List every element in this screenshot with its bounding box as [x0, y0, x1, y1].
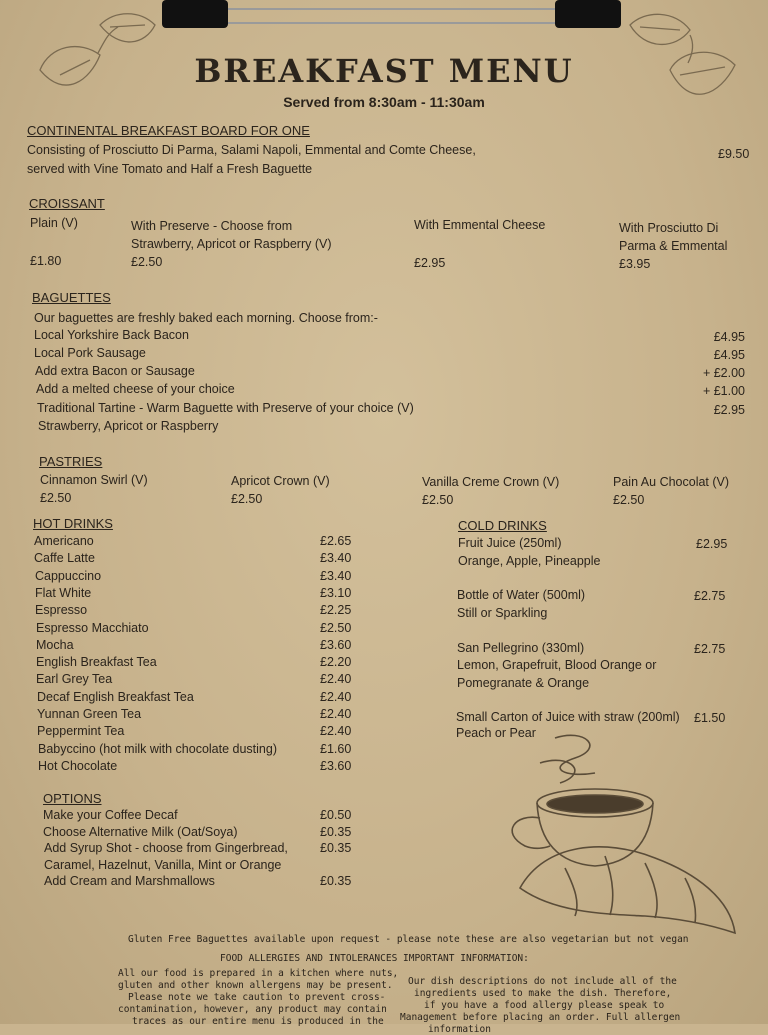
hot-drink-name: Yunnan Green Tea — [37, 707, 142, 721]
croissant-item-price: £3.95 — [619, 257, 651, 271]
option-price: £0.35 — [320, 824, 352, 839]
pastry-item-name: Apricot Crown (V) — [231, 474, 330, 488]
hot-drink-price: £3.60 — [320, 637, 352, 652]
baguette-item-price: £2.95 — [713, 403, 745, 417]
croissant-item-subtext: Strawberry, Apricot or Raspberry (V) — [131, 237, 332, 251]
clip-left-grip — [162, 0, 228, 28]
pastry-item-name: Pain Au Chocolat (V) — [613, 475, 730, 489]
baguette-item-name: Local Yorkshire Back Bacon — [34, 328, 189, 342]
hot-drink-name: Americano — [34, 534, 94, 548]
coffee-croissant-illustration-icon — [495, 728, 745, 948]
baguettes-heading: BAGUETTES — [32, 290, 111, 305]
option-name: Make your Coffee Decaf — [43, 808, 178, 822]
hot-drink-name: Hot Chocolate — [38, 758, 118, 773]
hot-drink-price: £2.40 — [320, 672, 352, 687]
clip-wire — [222, 8, 566, 24]
allergy-left-line: traces as our entire menu is produced in the — [132, 1016, 384, 1027]
pastry-item-price: £2.50 — [613, 493, 645, 507]
allergy-left-line: contamination, however, any product may contain — [118, 1004, 387, 1015]
baguette-item-name: Traditional Tartine - Warm Baguette with Preserve of your choice (V) — [37, 401, 414, 415]
hot-drink-name: Decaf English Breakfast Tea — [37, 689, 194, 704]
croissant-item-price: £2.95 — [414, 256, 446, 270]
option-price: £0.35 — [320, 841, 352, 856]
cold-drink-name: Small Carton of Juice with straw (200ml) — [456, 710, 680, 724]
hot-drink-price: £1.60 — [320, 741, 352, 756]
continental-price: £9.50 — [718, 147, 750, 161]
hot-drink-price: £2.65 — [320, 534, 352, 548]
baguette-item-name: Add extra Bacon or Sausage — [35, 364, 195, 378]
serving-hours: Served from 8:30am - 11:30am — [283, 94, 485, 110]
hot-drink-name: Cappuccino — [35, 568, 102, 583]
croissant-item-subtext: Parma & Emmental — [619, 239, 728, 253]
pastry-item-price: £2.50 — [40, 491, 72, 505]
allergy-right-line: information — [428, 1024, 491, 1035]
cold-drink-options: Lemon, Grapefruit, Blood Orange or — [457, 658, 657, 672]
hot-drink-price: £2.25 — [320, 603, 352, 618]
option-price: £0.35 — [320, 874, 352, 889]
hot-drink-name: Babyccino (hot milk with chocolate dusting) — [38, 741, 278, 756]
allergy-left-line: gluten and other known allergens may be present. — [118, 980, 393, 991]
cold-drink-name: Bottle of Water (500ml) — [457, 588, 586, 602]
pastry-item-name: Cinnamon Swirl (V) — [40, 473, 148, 487]
allergy-heading: FOOD ALLERGIES AND INTOLERANCES IMPORTANT INFORMATION: — [220, 953, 529, 964]
baguette-item-price: + £2.00 — [702, 366, 745, 380]
cold-drink-price: £2.75 — [694, 589, 726, 603]
baguettes-intro: Our baguettes are freshly baked each morning. Choose from:- — [34, 311, 378, 325]
option-name: Add Syrup Shot - choose from Gingerbread, — [44, 841, 288, 856]
croissant-item-name: Plain (V) — [30, 216, 78, 230]
allergy-right-line: ingredients used to make the dish. Therefore, — [414, 988, 672, 999]
croissant-item-name: With Prosciutto Di — [619, 221, 719, 235]
continental-desc-line2: served with Vine Tomato and Half a Fresh Baguette — [27, 162, 313, 176]
hot-drink-name: English Breakfast Tea — [36, 655, 157, 670]
baguette-item-price: £4.95 — [713, 348, 745, 362]
cold-drink-name: San Pellegrino (330ml) — [457, 641, 585, 655]
hot-drink-price: £3.40 — [320, 568, 352, 583]
gluten-free-note: Gluten Free Baguettes available upon request - please note these are also vegetarian but not vegan — [128, 934, 689, 945]
hot-drink-name: Peppermint Tea — [37, 724, 125, 739]
hot-drink-name: Espresso Macchiato — [36, 620, 149, 635]
hot-drink-price: £2.20 — [320, 655, 352, 670]
continental-desc-line1: Consisting of Prosciutto Di Parma, Salami Napoli, Emmental and Comte Cheese, — [27, 143, 476, 157]
pastry-item-price: £2.50 — [422, 493, 454, 507]
cold-drink-price: £2.95 — [696, 537, 728, 551]
options-heading: OPTIONS — [43, 791, 102, 806]
hot-drink-price: £3.10 — [320, 585, 352, 600]
baguette-item-name: Add a melted cheese of your choice — [36, 382, 235, 396]
cold-drink-options: Orange, Apple, Pineapple — [458, 554, 601, 568]
pastry-item-name: Vanilla Creme Crown (V) — [422, 475, 560, 489]
hot-drinks-heading: HOT DRINKS — [33, 516, 113, 531]
hot-drink-price: £2.50 — [320, 620, 352, 635]
option-name: Add Cream and Marshmallows — [44, 874, 215, 889]
croissant-item-price: £2.50 — [131, 255, 163, 269]
croissant-item-name: With Preserve - Choose from — [131, 219, 293, 233]
croissant-item-name: With Emmental Cheese — [414, 218, 546, 232]
cold-drinks-heading: COLD DRINKS — [458, 518, 547, 533]
hot-drink-price: £2.40 — [320, 724, 352, 739]
croissant-heading: CROISSANT — [29, 196, 105, 211]
cold-drink-price: £2.75 — [694, 642, 726, 656]
croissant-item-price: £1.80 — [30, 254, 62, 268]
baguette-item-name: Local Pork Sausage — [34, 346, 146, 360]
hot-drink-price: £3.40 — [320, 551, 352, 566]
hot-drink-name: Earl Grey Tea — [36, 672, 113, 687]
pastries-heading: PASTRIES — [39, 454, 103, 469]
hot-drink-price: £2.40 — [320, 689, 352, 704]
cold-drink-options: Still or Sparkling — [457, 606, 548, 620]
pastry-item-price: £2.50 — [231, 492, 263, 506]
allergy-left-line: Please note we take caution to prevent cross- — [128, 992, 386, 1003]
baguette-item-price: £4.95 — [713, 330, 745, 344]
option-price: £0.50 — [320, 808, 352, 822]
cold-drink-options: Pomegranate & Orange — [457, 676, 590, 690]
option-name: Choose Alternative Milk (Oat/Soya) — [43, 824, 238, 839]
cold-drink-name: Fruit Juice (250ml) — [458, 536, 562, 550]
allergy-right-line: Management before placing an order. Full allergen — [400, 1012, 681, 1023]
hot-drink-price: £3.60 — [320, 758, 352, 773]
hot-drink-price: £2.40 — [320, 707, 352, 721]
hot-drink-name: Caffe Latte — [34, 551, 95, 566]
hot-drink-name: Flat White — [35, 585, 92, 600]
clipboard-clip — [160, 0, 625, 30]
cold-drink-options: Peach or Pear — [456, 726, 536, 740]
allergy-right-line: if you have a food allergy please speak to — [424, 1000, 665, 1011]
option-name: Caramel, Hazelnut, Vanilla, Mint or Orange — [44, 857, 282, 872]
hot-drink-name: Mocha — [36, 637, 74, 652]
baguettes-preserve-note: Strawberry, Apricot or Raspberry — [38, 419, 219, 433]
cold-drink-price: £1.50 — [694, 711, 726, 725]
continental-heading: CONTINENTAL BREAKFAST BOARD FOR ONE — [27, 123, 310, 138]
allergy-left-line: All our food is prepared in a kitchen where nuts, — [118, 968, 399, 979]
hot-drink-name: Espresso — [35, 603, 88, 618]
page-title: BREAKFAST MENU — [194, 52, 574, 90]
baguette-item-price: + £1.00 — [702, 384, 745, 398]
allergy-right-line: Our dish descriptions do not include all of the — [408, 976, 677, 987]
